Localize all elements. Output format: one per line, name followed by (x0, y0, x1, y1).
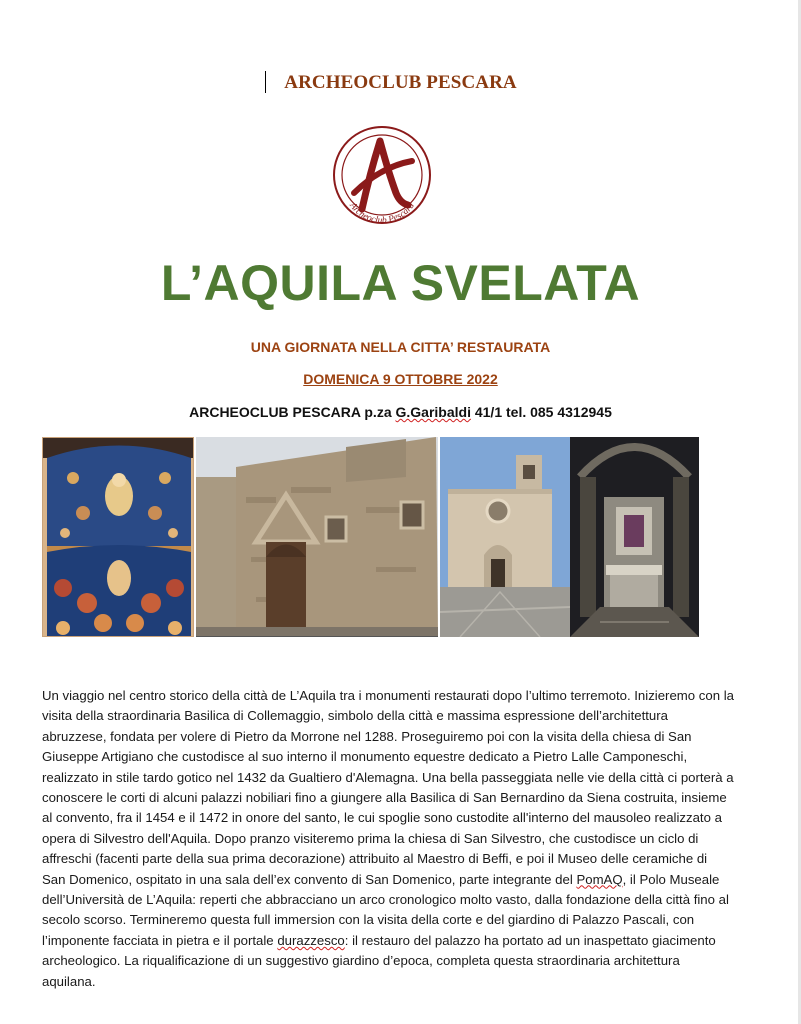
description-term-durazzesco: durazzesco (277, 932, 345, 948)
contact-street: G.Garibaldi (395, 404, 471, 420)
contact-prefix: ARCHEOCLUB PESCARA p.za (189, 404, 396, 420)
description-part-3: : il restauro del palazzo ha portato ad un inaspettato giacimento archeologico. La riqualificazione di un suggestivo giardino d’epoca, completa questa straordinaria architettura aquilana. (42, 932, 716, 989)
club-title: ARCHEOCLUB PESCARA (284, 72, 517, 93)
description-part-1: Un viaggio nel centro storico della città de L’Aquila tra i monumenti restaurati dopo l’ultimo terremoto. Inizieremo con la visita della straordinaria Basilica di Collemaggio, simbolo della città e massima espressione dell’architettura abruzzese, fondata per volere di Pietro da Morrone nel 1288. Proseguiremo poi con la visita della chiesa di San Giuseppe Artigiano che custodisce al suo interno il monumento equestre dedicato a Pietro Lalle Camponeschi, realizzato in stile tardo gotico nel 1432 da Gualtiero d'Alemagna. Una bella passeggiata nelle vie della città ci porterà a conoscere le corti di alcuni palazzi nobiliari fino a giungere alla Basilica di San Bernardino da Siena costruita, insieme al convento, fra il 1454 e il 1472 in onore del santo, le cui spoglie sono custodite all'interno del mausoleo realizzato a opera di Silvestro dell'Aquila. Dopo pranzo visiteremo prima la chiesa di San Silvestro, che custodisce un ciclo di affreschi (facenti parte della sua prima decorazione) attribuito al Maestro di Beffi, e poi il Museo delle ceramiche di San Domenico, ospitato in una sala dell’ex convento di San Domenico, parte integrante del (42, 688, 734, 887)
event-date-text: DOMENICA 9 OTTOBRE 2022 (303, 371, 498, 387)
church-facade-image (440, 437, 570, 637)
contact-line (0, 404, 801, 420)
event-date (0, 371, 801, 387)
logo-emblem-icon (330, 123, 434, 233)
description-part-2: , il Polo Museale dell’Università de L’Aquila: reperti che abbracciano un arco cronologico molto vasto, dalla fondazione della città fino al secolo scorso. Termineremo questa full immersion con la visita della corte e del giardino di Palazzo Pascali, con l’imponente facciata in pietra e il portale (42, 871, 729, 948)
event-description (42, 686, 734, 992)
contact-suffix: 41/1 tel. 085 4312945 (470, 404, 612, 420)
event-title: L’AQUILA SVELATA (160, 255, 641, 311)
stone-building-image (196, 437, 438, 637)
archeoclub-logo (330, 123, 434, 233)
description-term-pomaq: PomAQ (576, 871, 623, 887)
event-subtitle: UNA GIORNATA NELLA CITTA’ RESTAURATA (250, 339, 551, 355)
chapel-interior-image (570, 437, 699, 637)
logo-ring-text: Archeoclub Pescara (347, 200, 417, 227)
image-divider-line (196, 636, 438, 637)
description-paragraph (42, 686, 734, 992)
fresco-image (42, 437, 194, 637)
